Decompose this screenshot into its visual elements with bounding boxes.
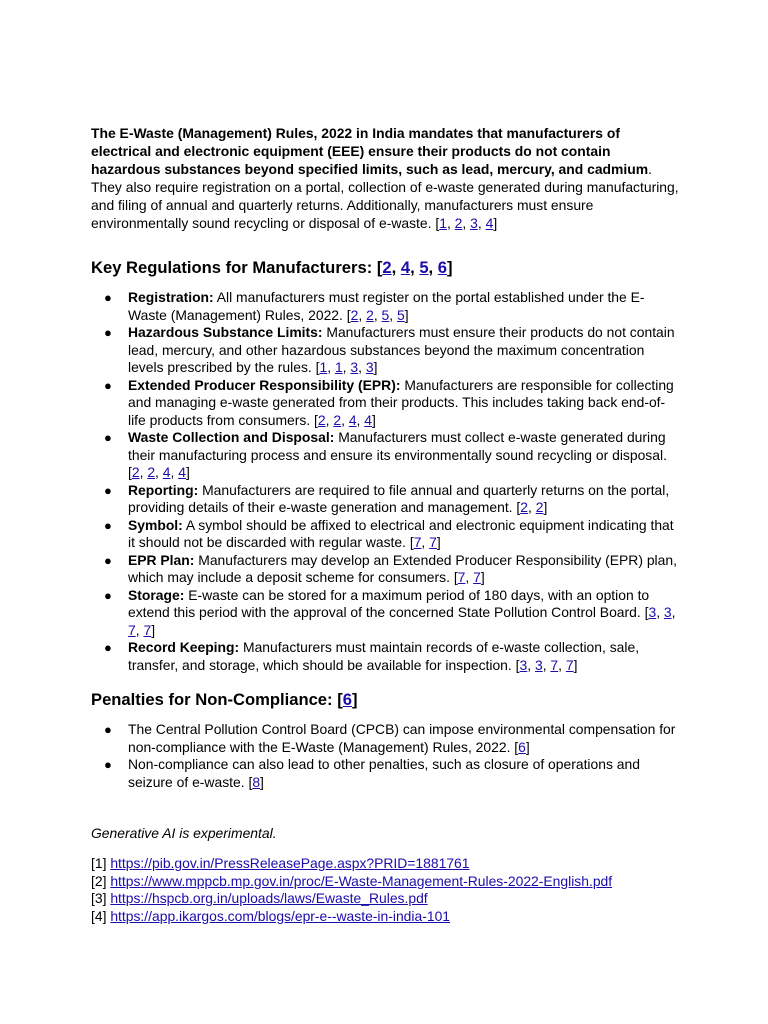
regulation-title: EPR Plan: [128, 551, 195, 568]
citation-separator: , [671, 604, 676, 620]
regulation-item [91, 552, 681, 587]
citation-close-bracket: ] [372, 411, 376, 428]
citation-group [516, 657, 578, 673]
citation-group [435, 215, 497, 231]
citation-close-bracket: ] [404, 306, 409, 323]
citation-link[interactable]: 5 [396, 306, 405, 323]
citation-open-bracket: [ [453, 569, 458, 585]
references-list [91, 855, 681, 925]
citation-open-bracket: [ [315, 359, 320, 375]
citation-separator: , [421, 534, 430, 550]
citation-close-bracket: ] [447, 258, 453, 277]
regulation-item [91, 517, 681, 552]
citation-open-bracket: [ [409, 534, 414, 550]
regulation-title: Hazardous Substance Limits: [128, 324, 323, 340]
citation-link[interactable]: 4 [162, 464, 171, 480]
citation-separator: , [428, 258, 438, 277]
penalties-heading-text: Penalties for Non-Compliance: [91, 690, 338, 709]
citation-group [248, 774, 263, 790]
regulation-title: Registration: [128, 289, 214, 305]
citation-open-bracket: [ [337, 690, 343, 709]
citation-open-bracket: [ [435, 215, 440, 231]
regulation-item [91, 289, 681, 324]
citation-link[interactable]: 2 [382, 258, 392, 277]
citation-separator: , [170, 464, 179, 480]
citation-link[interactable]: 3 [470, 215, 478, 231]
citation-link[interactable]: 2 [366, 306, 374, 323]
citation-group [454, 569, 485, 585]
citation-group [314, 412, 376, 428]
citation-separator: , [373, 306, 382, 323]
citation-link[interactable]: 6 [342, 690, 352, 709]
citation-link[interactable]: 3 [350, 359, 359, 375]
citation-separator: , [527, 656, 535, 673]
regulation-item [91, 639, 681, 674]
citation-separator: , [358, 359, 366, 375]
bullet-icon: ● [104, 325, 112, 340]
citation-separator: , [477, 215, 486, 231]
citation-separator: , [139, 464, 148, 480]
penalties-heading [91, 689, 681, 711]
citation-group [410, 534, 441, 550]
key-regulations-heading [91, 257, 681, 279]
citation-link[interactable]: 5 [381, 306, 390, 323]
penalty-text: The Central Pollution Control Board (CPCB) can impose environmental compensation for non-compliance with the E-Waste (Management) Rules, 2022. [128, 721, 676, 755]
bullet-icon: ● [104, 290, 112, 305]
citation-link[interactable]: 2 [350, 306, 359, 323]
citation-group [514, 739, 529, 755]
bullet-icon: ● [104, 377, 112, 393]
citation-separator: , [135, 621, 144, 638]
penalty-item [91, 756, 681, 791]
reference-link[interactable]: https://hspcb.org.in/uploads/laws/Ewaste_Rules.pdf [110, 890, 428, 906]
citation-link[interactable]: 3 [365, 359, 374, 375]
citation-separator: , [462, 215, 471, 231]
document-page [91, 124, 681, 925]
penalties-list [91, 721, 681, 791]
citation-link[interactable]: 8 [252, 773, 261, 790]
regulation-title: Extended Producer Responsibility (EPR): [128, 376, 401, 393]
regulation-item [91, 482, 681, 517]
citation-link[interactable]: 7 [473, 569, 481, 585]
citation-separator: , [558, 656, 566, 673]
regulation-text: Manufacturers are responsible for collecting and managing e-waste generated from their products. This includes taking back end-of-life products from consumers. [128, 376, 674, 428]
citation-open-bracket: [ [376, 258, 383, 277]
regulation-title: Reporting: [128, 481, 199, 498]
citation-link[interactable]: 7 [565, 656, 574, 673]
citation-open-bracket: [ [128, 464, 132, 480]
citation-group [337, 690, 357, 709]
bullet-icon: ● [104, 757, 112, 772]
citation-link[interactable]: 7 [143, 621, 152, 638]
citation-link[interactable]: 7 [128, 621, 136, 638]
intro-period: . [648, 161, 652, 177]
citation-close-bracket: ] [373, 359, 378, 375]
reference-item [91, 890, 681, 908]
citation-close-bracket: ] [480, 569, 485, 585]
citation-separator: , [410, 258, 420, 277]
penalty-item [91, 721, 681, 756]
bullet-icon: ● [104, 517, 112, 533]
citation-link[interactable]: 3 [534, 656, 543, 673]
intro-paragraph [91, 124, 681, 232]
citation-group [316, 359, 378, 375]
intro-rest: They also require registration on a portal, collection of e-waste generated during manufacturing, and filing of annual and quarterly returns. Additionally, manufacturers must ensure environmentally sound recycling or disposal of e-waste. [91, 179, 679, 231]
citation-link[interactable]: 2 [535, 499, 544, 515]
citation-link[interactable]: 4 [400, 258, 411, 277]
citation-link[interactable]: 2 [454, 215, 463, 231]
citation-separator: , [356, 411, 365, 428]
citation-link[interactable]: 5 [419, 258, 429, 277]
regulation-item [91, 377, 681, 430]
citation-link[interactable]: 7 [429, 534, 437, 550]
regulation-item [91, 587, 681, 640]
citation-group [347, 307, 409, 323]
reference-link[interactable]: https://www.mppcb.mp.gov.in/proc/E-Waste-Management-Rules-2022-English.pdf [110, 872, 613, 889]
intro-bold: The E-Waste (Management) Rules, 2022 in India mandates that manufacturers of electrical and electronic equipment (EEE) ensure their products do not contain hazardous substances beyond specified limits, such as lead, mercury, and cadmium [91, 125, 649, 177]
citation-link[interactable]: 3 [519, 656, 528, 673]
citation-open-bracket: [ [515, 656, 520, 673]
citation-separator: , [446, 215, 455, 231]
citation-open-bracket: [ [314, 411, 318, 428]
citation-link[interactable]: 3 [663, 604, 672, 620]
citation-link[interactable]: 7 [550, 656, 559, 673]
reference-item [91, 908, 681, 926]
citation-link[interactable]: 2 [317, 411, 326, 428]
citation-open-bracket: [ [514, 738, 519, 755]
citation-close-bracket: ] [573, 656, 578, 673]
citation-group [128, 464, 190, 480]
regulation-text: Manufacturers must ensure their products do not contain lead, mercury, and other hazardous substances beyond the maximum concentration levels prescribed by the rules. [128, 324, 675, 375]
citation-close-bracket: ] [260, 773, 264, 790]
key-regulations-heading-text: Key Regulations for Manufacturers: [91, 258, 377, 277]
citation-link[interactable]: 7 [413, 534, 422, 550]
penalty-text: Non-compliance can also lead to other penalties, such as closure of operations and seizure of e-waste. [128, 756, 640, 790]
regulation-text: A symbol should be affixed to electrical and electronic equipment indicating that it should not be discarded with regular waste. [128, 516, 674, 550]
citation-close-bracket: ] [351, 690, 358, 709]
citation-link[interactable]: 2 [147, 464, 156, 480]
citation-separator: , [528, 499, 536, 515]
citation-close-bracket: ] [436, 534, 441, 550]
citation-separator: , [327, 359, 335, 375]
reference-item [91, 873, 681, 891]
citation-close-bracket: ] [543, 499, 548, 515]
citation-link[interactable]: 2 [131, 464, 140, 480]
regulation-title: Waste Collection and Disposal: [128, 429, 335, 445]
regulation-text: E-waste can be stored for a maximum period of 180 days, with an option to extend this period with the approval of the concerned State Pollution Control Board. [128, 586, 650, 620]
citation-group [377, 258, 453, 277]
bullet-icon: ● [104, 640, 112, 655]
citation-link[interactable]: 4 [364, 411, 372, 428]
regulation-item [91, 429, 681, 482]
citation-separator: , [465, 569, 474, 585]
regulation-title: Storage: [128, 586, 185, 603]
citation-link[interactable]: 4 [178, 464, 186, 480]
regulation-item [91, 324, 681, 377]
citation-close-bracket: ] [493, 215, 498, 231]
citation-link[interactable]: 1 [319, 359, 328, 375]
reference-link[interactable]: https://app.ikargos.com/blogs/epr-e--waste-in-india-101 [110, 907, 451, 924]
citation-close-bracket: ] [151, 621, 156, 638]
citation-separator: , [342, 359, 351, 375]
regulation-text: Manufacturers are required to file annual and quarterly returns on the portal, providing details of their e-waste generation and management. [128, 481, 670, 515]
regulation-text: Manufacturers must collect e-waste generated during their manufacturing process and ensure its environmentally sound recycling or disposal. [128, 429, 667, 463]
citation-link[interactable]: 2 [520, 499, 528, 515]
bullet-icon: ● [104, 722, 112, 737]
citation-separator: , [341, 411, 349, 428]
citation-close-bracket: ] [525, 738, 530, 755]
regulation-title: Record Keeping: [128, 639, 240, 655]
citation-link[interactable]: 7 [457, 569, 466, 585]
regulation-text: Manufacturers must maintain records of e-waste collection, sale, transfer, and storage, which should be available for inspection. [128, 639, 640, 673]
citation-separator: , [542, 656, 551, 673]
bullet-icon: ● [104, 482, 112, 498]
citation-close-bracket: ] [185, 464, 190, 480]
citation-open-bracket: [ [248, 773, 253, 790]
reference-number: [2] [91, 872, 107, 889]
regulation-title: Symbol: [128, 516, 183, 533]
reference-number: [3] [91, 890, 107, 906]
citation-link[interactable]: 1 [334, 359, 343, 375]
citation-open-bracket: [ [346, 306, 351, 323]
bullet-icon: ● [104, 430, 112, 445]
citation-separator: , [391, 258, 401, 277]
bullet-icon: ● [104, 552, 112, 568]
citation-open-bracket: [ [644, 604, 649, 620]
citation-link[interactable]: 6 [518, 738, 526, 755]
citation-separator: , [358, 306, 367, 323]
disclaimer: Generative AI is experimental. [91, 825, 277, 841]
reference-number: [4] [91, 907, 107, 924]
key-regulations-list [91, 289, 681, 674]
citation-separator: , [155, 464, 163, 480]
citation-group [516, 499, 547, 515]
regulation-text: Manufacturers may develop an Extended Producer Responsibility (EPR) plan, which may include a deposit scheme for consumers. [128, 551, 677, 585]
reference-number: [1] [91, 855, 107, 871]
citation-link[interactable]: 4 [485, 215, 494, 231]
reference-link[interactable]: https://pib.gov.in/PressReleasePage.aspx?PRID=1881761 [110, 855, 470, 871]
reference-item [91, 855, 681, 873]
citation-separator: , [325, 411, 334, 428]
citation-open-bracket: [ [516, 499, 521, 515]
citation-link[interactable]: 3 [648, 604, 657, 620]
regulation-text: All manufacturers must register on the portal established under the E-Waste (Management) Rules, 2022. [128, 289, 645, 323]
citation-link[interactable]: 1 [439, 215, 447, 231]
citation-link[interactable]: 2 [333, 411, 342, 428]
citation-link[interactable]: 4 [348, 411, 357, 428]
bullet-icon: ● [104, 587, 112, 603]
citation-separator: , [389, 306, 397, 323]
citation-separator: , [656, 604, 664, 620]
citation-link[interactable]: 6 [437, 258, 448, 277]
